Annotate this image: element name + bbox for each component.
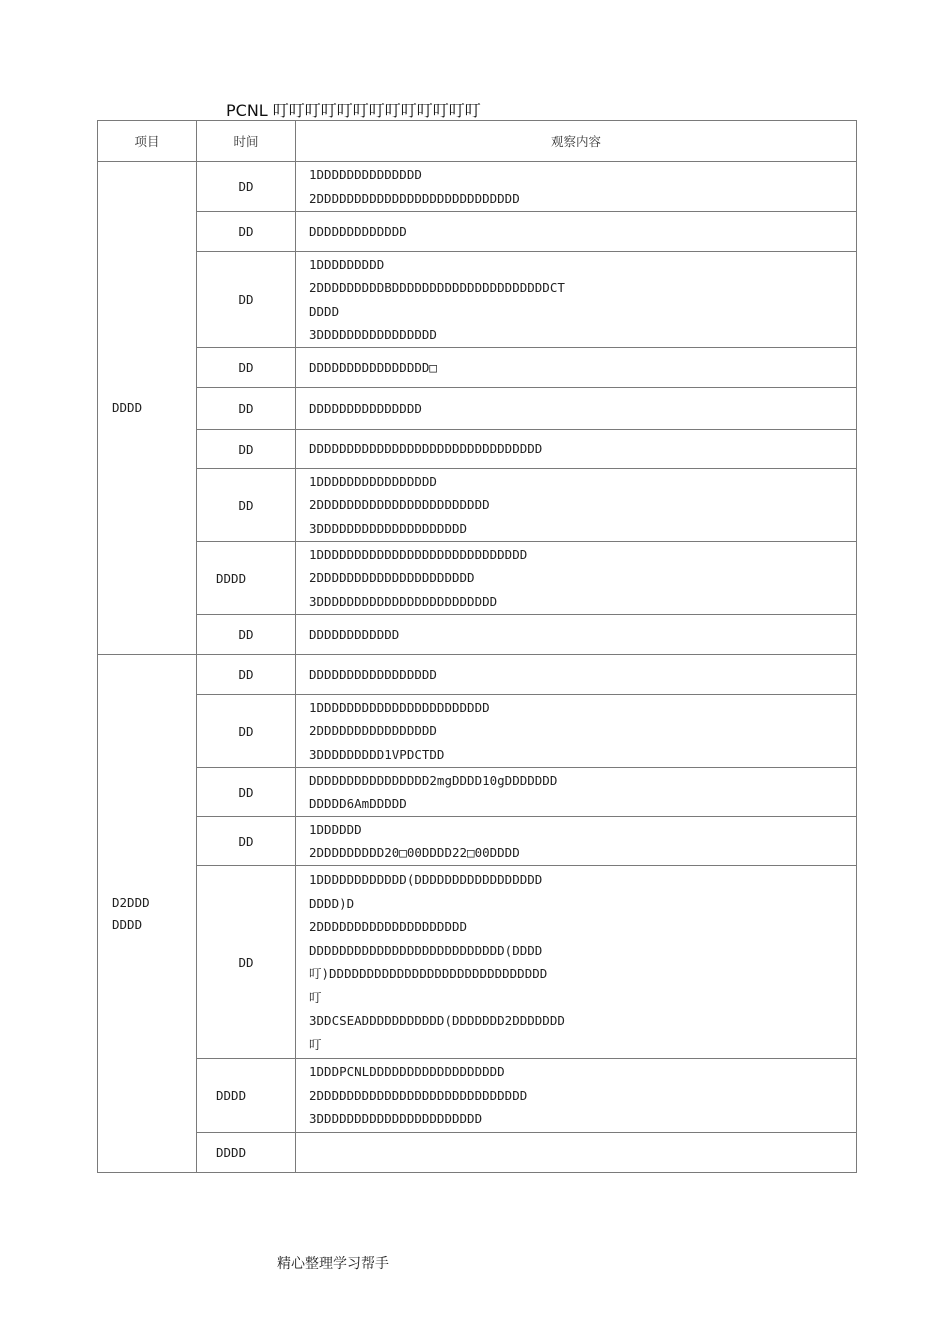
- time-cell: DD: [197, 162, 296, 212]
- time-cell: DD: [197, 252, 296, 348]
- content-cell: [296, 542, 857, 615]
- content-cell: [296, 469, 857, 542]
- content-line: DDDD: [309, 303, 340, 319]
- content-line: 叮: [309, 989, 322, 1005]
- time-cell: DDDD: [197, 1133, 296, 1173]
- header-category: 项目: [98, 121, 197, 162]
- content-line: DDDDDDDDDDDDDDDDD: [309, 666, 437, 682]
- time-cell: DD: [197, 348, 296, 388]
- time-cell: DD: [197, 469, 296, 542]
- content-line: 2DDDDDDDDDDDDDDDDDDDDD: [309, 570, 475, 586]
- time-cell: DD: [197, 817, 296, 866]
- time-cell: DDDD: [197, 542, 296, 615]
- content-line: 1DDDDDD: [309, 821, 362, 837]
- content-cell: [296, 348, 857, 388]
- content-line: 2DDDDDDDDDDDDDDDD: [309, 723, 437, 739]
- time-cell: DD: [197, 388, 296, 430]
- time-cell: DD: [197, 430, 296, 469]
- table-row: [98, 542, 857, 615]
- table-body: [98, 162, 857, 1173]
- content-line: 2DDDDDDDDD20□00DDDD22□00DDDD: [309, 845, 520, 860]
- content-line: 1DDDDDDDDDDDDDDDDDDDDDDDDDDDD: [309, 546, 528, 562]
- content-cell: [296, 388, 857, 430]
- content-cell: [296, 252, 857, 348]
- content-line: DDDDD6AmDDDDD: [309, 796, 407, 811]
- table-row: [98, 162, 857, 212]
- table-row: [98, 252, 857, 348]
- content-cell: [296, 1059, 857, 1133]
- table-row: [98, 430, 857, 469]
- header-time: 时间: [197, 121, 296, 162]
- page-title: PCNL 叮叮叮叮叮叮叮叮叮叮叮叮叮: [226, 101, 481, 120]
- time-cell: DDDD: [197, 1059, 296, 1133]
- content-line: 3DDDDDDDDDDDDDDDDDDDDDD: [309, 1111, 483, 1127]
- content-cell: [296, 695, 857, 768]
- content-cell: [296, 866, 857, 1059]
- content-line: 1DDDDDDDDD: [309, 256, 385, 272]
- table-row: [98, 1133, 857, 1173]
- content-line: 3DDDDDDDDDDDDDDDDDDDD: [309, 520, 468, 536]
- content-line: 3DDDDDDDDDDDDDDDDDDDDDDDD: [309, 593, 498, 609]
- table-row: [98, 695, 857, 768]
- category-label: DDDD: [112, 400, 143, 415]
- content-line: 1DDDDDDDDDDDDDDDDDDDDDDD: [309, 699, 490, 715]
- table-row: [98, 469, 857, 542]
- time-cell: DD: [197, 768, 296, 817]
- content-line: DDDDDDDDDDDDD: [309, 223, 407, 239]
- time-cell: DD: [197, 212, 296, 252]
- content-cell: [296, 615, 857, 655]
- observation-table: [97, 120, 857, 1173]
- content-line: DDDD)D: [309, 895, 355, 911]
- time-cell: DD: [197, 615, 296, 655]
- content-cell: [296, 212, 857, 252]
- footer-text: 精心整理学习帮手: [277, 1256, 389, 1272]
- content-line: 3DDCSEADDDDDDDDDDD(DDDDDDD2DDDDDDD: [309, 1013, 565, 1028]
- content-line: 2DDDDDDDDDDDDDDDDDDDD: [309, 919, 468, 934]
- content-line: 2DDDDDDDDDDDDDDDDDDDDDDDDDDD: [309, 190, 520, 206]
- content-line: DDDDDDDDDDDDDDDD□: [309, 359, 437, 375]
- content-cell: [296, 1133, 857, 1173]
- content-line: DDDDDDDDDDDDDDDDDDDDDDDDDDDDDDD: [309, 441, 543, 457]
- content-line: 2DDDDDDDDDBDDDDDDDDDDDDDDDDDDDDDCT: [309, 280, 565, 295]
- content-line: DDDDDDDDDDDDDDD: [309, 400, 422, 416]
- content-line: 叮: [309, 1036, 322, 1052]
- content-line: DDDDDDDDDDDDDDDD2mgDDDD10gDDDDDDD: [309, 772, 558, 788]
- table-row: [98, 615, 857, 655]
- time-cell: DD: [197, 866, 296, 1059]
- content-cell: [296, 162, 857, 212]
- content-line: 1DDDDDDDDDDDD(DDDDDDDDDDDDDDDDD: [309, 872, 543, 887]
- content-line: 叮)DDDDDDDDDDDDDDDDDDDDDDDDDDDDD: [309, 966, 548, 981]
- content-line: 3DDDDDDDDDDDDDDDD: [309, 327, 437, 342]
- table-row: [98, 768, 857, 817]
- table-row: [98, 655, 857, 695]
- content-line: 2DDDDDDDDDDDDDDDDDDDDDDDDDDDD: [309, 1087, 528, 1103]
- content-line: 2DDDDDDDDDDDDDDDDDDDDDDD: [309, 497, 490, 513]
- table-row: [98, 212, 857, 252]
- content-line: 1DDDDDDDDDDDDDDDD: [309, 473, 437, 489]
- category-label: D2DDD: [112, 894, 150, 910]
- content-cell: [296, 768, 857, 817]
- content-line: 1DDDDDDDDDDDDDD: [309, 167, 422, 182]
- time-cell: DD: [197, 655, 296, 695]
- table-row: [98, 388, 857, 430]
- table-row: [98, 817, 857, 866]
- content-line: 1DDDPCNLDDDDDDDDDDDDDDDDDD: [309, 1064, 505, 1080]
- content-cell: [296, 430, 857, 469]
- content-line: DDDDDDDDDDDD: [309, 626, 400, 642]
- category-cell: [98, 655, 197, 1173]
- content-cell: [296, 817, 857, 866]
- category-label: DDDD: [112, 916, 143, 932]
- content-line: DDDDDDDDDDDDDDDDDDDDDDDDDD(DDDD: [309, 942, 543, 958]
- table-row: [98, 866, 857, 1059]
- content-cell: [296, 655, 857, 695]
- time-cell: DD: [197, 695, 296, 768]
- content-line: 3DDDDDDDDD1VPDCTDD: [309, 746, 445, 762]
- table-row: [98, 1059, 857, 1133]
- table-header-row: [98, 121, 857, 162]
- header-content: 观察内容: [296, 121, 857, 162]
- table-row: [98, 348, 857, 388]
- category-cell: [98, 162, 197, 655]
